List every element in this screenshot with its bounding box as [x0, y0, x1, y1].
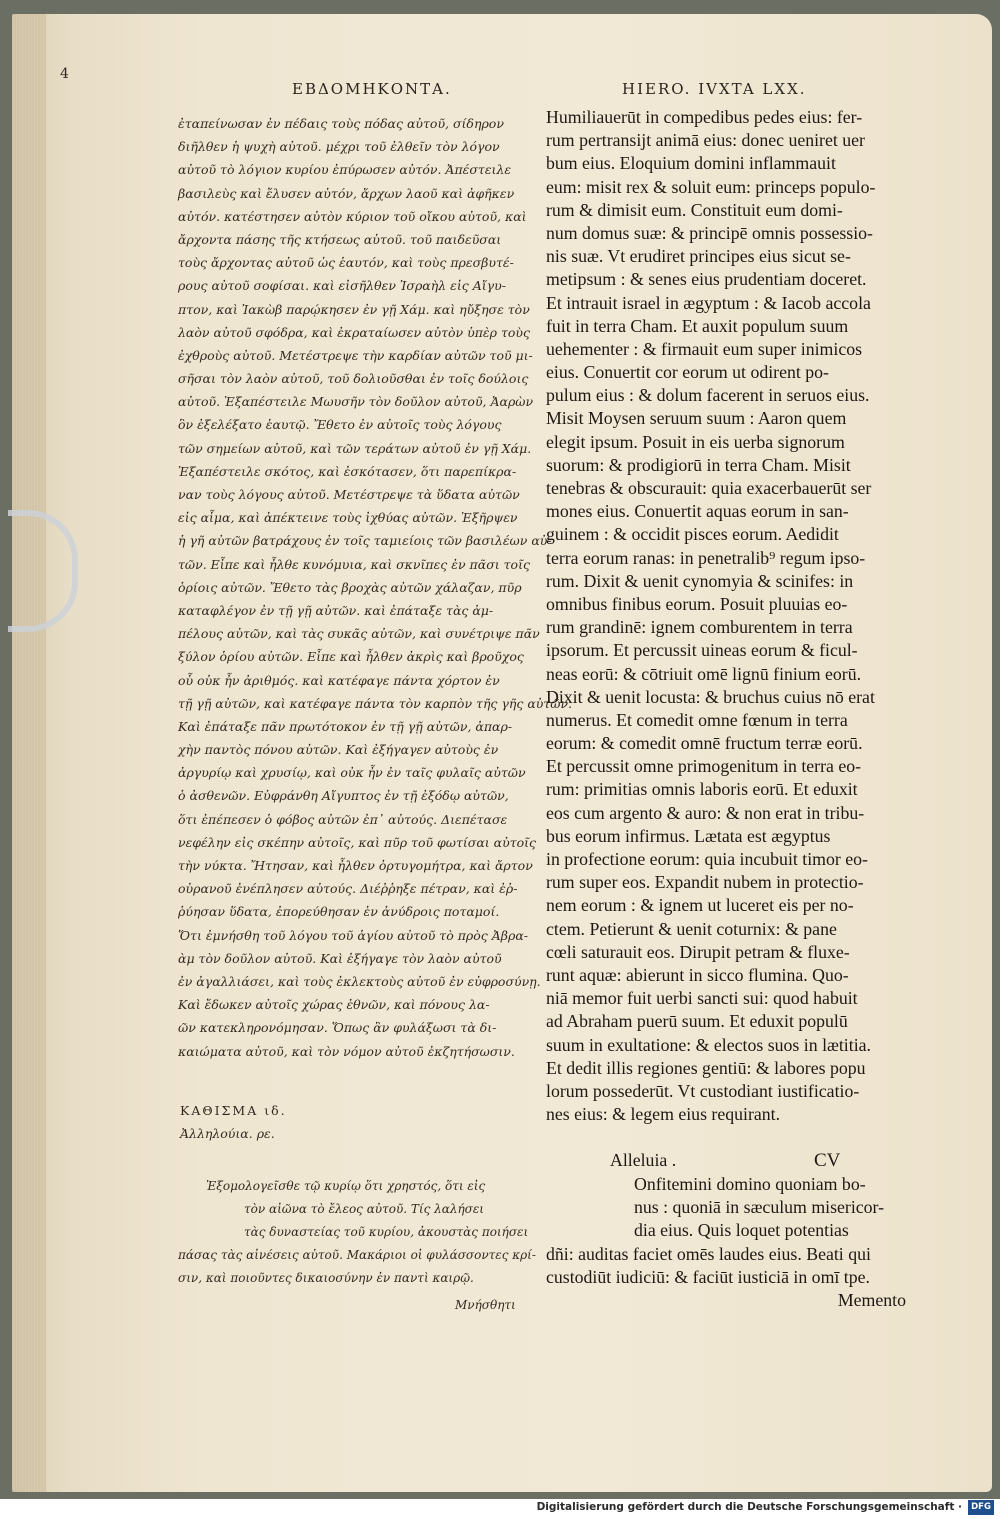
greek-text-line: οὐρανοῦ ἐνέπλησεν αὐτούς. Διέῤῥηξε πέτραν, καὶ ἐῤ-: [178, 881, 518, 897]
greek-text-line: σῆσαι τὸν λαὸν αὐτοῦ, τοῦ δολιοῦσθαι ἐν τοῖς δούλοις: [178, 371, 529, 387]
latin-text-line: suorum: & prodigiorū in terra Cham. Misit: [546, 454, 851, 475]
greek-text-line: τῇ γῇ αὐτῶν, καὶ κατέφαγε πάντα τὸν καρπὸν τῆς γῆς αὐτῶν.: [178, 695, 573, 711]
greek-text-line: ἐν ἀγαλλιάσει, καὶ τοὺς ἐκλεκτοὺς αὐτοῦ ἐν εὐφροσύνῃ.: [178, 973, 541, 989]
latin-text-line: rum: primitias omnis laboris eorū. Et eduxit: [546, 779, 858, 800]
latin-text-line: Misit Moysen seruum suum : Aaron quem: [546, 408, 847, 429]
latin-text-line: mones eius. Conuertit aquas eorum in san-: [546, 501, 849, 522]
greek-text-line: ὁ ἀσθενῶν. Εὐφράνθη Αἴγυπτος ἐν τῇ ἐξόδῳ αὐτῶν,: [178, 788, 509, 804]
greek-catchword: Μνήσθητι: [455, 1298, 516, 1312]
latin-psalm-line: Onfitemini domino quoniam bo-: [634, 1174, 866, 1194]
greek-text-line: τῶν. Εἶπε καὶ ἦλθε κυνόμυια, καὶ σκνῖπες ἐν πᾶσι τοῖς: [178, 556, 530, 572]
latin-text-line: eius. Conuertit cor eorum ut odirent po-: [546, 362, 829, 383]
latin-text-line: tenebras & obscurauit: quia exacerbauerūt ser: [546, 478, 872, 498]
latin-text-line: guinem : & occidit pisces eorum. Aedidit: [546, 524, 839, 545]
latin-text-line: nem eorum : & ignem ut luceret eis per no-: [546, 895, 854, 916]
greek-psalm-line: Ἐξομολογεῖσθε τῷ κυρίῳ ὅτι χρηστός, ὅτι εἰς: [206, 1179, 486, 1193]
greek-text-line: ναν τοὺς λόγους αὐτοῦ. Μετέστρεψε τὰ ὕδατα αὐτῶν: [178, 487, 520, 502]
folio-mark: 4: [60, 66, 69, 82]
page-gutter-edge: [12, 14, 46, 1492]
latin-text-line: bus eorum infirmus. Lætata est ægyptus: [546, 825, 831, 846]
latin-text-line: runt aquæ: abierunt in sicco flumina. Quo-: [546, 964, 849, 985]
latin-alleluia: Alleluia .: [610, 1150, 677, 1170]
latin-text-line: terra eorum ranas: in penetralib⁹ regum ipso-: [546, 547, 866, 568]
greek-psalm-line: τὸν αἰῶνα τὸ ἔλεος αὐτοῦ. Τίς λαλήσει: [244, 1202, 484, 1216]
greek-text-line: εἰς αἷμα, καὶ ἀπέκτεινε τοὺς ἰχθύας αὐτῶν. Ἐξῆρψεν: [178, 510, 518, 526]
greek-text-line: ὰμ τὸν δοῦλον αὐτοῦ. Καὶ ἐξήγαγε τὸν λαὸν αὐτοῦ: [178, 950, 502, 966]
latin-text-line: metipsum : & senes eius prudentiam doceret.: [546, 269, 867, 290]
greek-psalm-text: [178, 1175, 536, 1290]
latin-text-line: num domus suæ: & principē omnis possessio-: [546, 222, 873, 243]
greek-text-line: λαὸν αὐτοῦ σφόδρα, καὶ ἐκραταίωσεν αὐτὸν ὑπὲρ τοὺς: [178, 324, 530, 340]
greek-text-line: βασιλεὺς καὶ ἔλυσεν αὐτόν, ἄρχων λαοῦ καὶ ἀφῆκεν: [178, 185, 515, 201]
greek-text-line: χὴν παντὸς πόνου αὐτῶν. Καὶ ἐξήγαγεν αὐτοὺς ἐν: [178, 742, 499, 758]
greek-text-line: πτον, καὶ Ἰακὼβ παρῴκησεν ἐν γῇ Χάμ. καὶ ηὔξησε τὸν: [178, 301, 530, 317]
greek-text-line: διῆλθεν ἡ ψυχὴ αὐτοῦ. μέχρι τοῦ ἐλθεῖν τὸν λόγον: [178, 139, 500, 155]
greek-text-line: αὐτοῦ. Ἐξαπέστειλε Μωυσῆν τὸν δοῦλον αὐτοῦ, Ἀαρὼν: [178, 394, 534, 410]
latin-text-line: elegit ipsum. Posuit in eis uerba signorum: [546, 431, 845, 452]
greek-text-line: ὃν ἐξελέξατο ἑαυτῷ. Ἔθετο ἐν αὐτοῖς τοὺς λόγους: [178, 417, 502, 433]
funding-notice: Digitalisierung gefördert durch die Deutsche Forschungsgemeinschaft ·: [536, 1501, 962, 1513]
latin-text-line: Et dedit illis regiones gentiū: & labores popu: [546, 1057, 866, 1078]
greek-text-line: καταφλέγον ἐν τῇ γῇ αὐτῶν. καὶ ἐπάταξε τὰς ἀμ-: [178, 602, 494, 618]
latin-text-line: Et intrauit israel in ægyptum : & Iacob accola: [546, 292, 871, 313]
greek-text-line: ξύλον ὁρίου αὐτῶν. Εἶπε καὶ ἦλθεν ἀκρὶς καὶ βροῦχος: [178, 649, 524, 665]
dfg-logo: DFG: [968, 1500, 994, 1515]
latin-text-line: rum pertransijt animā eius: donec ueniret uer: [546, 130, 865, 151]
greek-text-line: Καὶ ἔδωκεν αὐτοῖς χώρας ἐθνῶν, καὶ πόνους λα-: [178, 997, 490, 1013]
latin-text-line: Et percussit omne primogenitum in terra eo-: [546, 756, 862, 777]
greek-alleluia-line: Ἀλληλούια. ρε.: [180, 1126, 275, 1141]
latin-text-line: pulum eius : & dolum facerent in seruos eius.: [546, 385, 870, 406]
greek-text-line: ῶν κατεκληρονόμησαν. Ὅπως ἂν φυλάξωσι τὰ δι-: [178, 1020, 497, 1036]
latin-text-line: cœli saturauit eos. Dirupit petram & fluxe-: [546, 941, 850, 962]
greek-text-line: πέλους αὐτῶν, καὶ τὰς συκᾶς αὐτῶν, καὶ συνέτριψε πᾶν: [178, 626, 540, 642]
greek-text-line: τοὺς ἄρχοντας αὐτοῦ ὡς ἑαυτόν, καὶ τοὺς πρεσβυτέ-: [178, 255, 514, 271]
latin-text-line: eos cum argento & auro: & non erat in tribu-: [546, 802, 865, 823]
greek-text-column: [178, 112, 573, 1063]
greek-text-line: νεφέλην εἰς σκέπην αὐτοῖς, καὶ πῦρ τοῦ φωτίσαι αὐτοῖς: [178, 834, 537, 850]
latin-text-line: ipsorum. Et percussit uineas eorum & ficul-: [546, 640, 858, 661]
latin-text-line: rum & dimisit eum. Constituit eum domi-: [546, 199, 843, 220]
latin-text-line: ctem. Petierunt & uenit coturnix: & pane: [546, 918, 837, 939]
greek-text-line: καιώματα αὐτοῦ, καὶ τὸν νόμον αὐτοῦ ἐκζητήσωσιν.: [178, 1043, 515, 1059]
latin-psalm-line: Memento: [837, 1289, 906, 1310]
greek-text-line: ρους αὐτοῦ σοφίσαι. καὶ εἰσῆλθεν Ἰσραὴλ εἰς Αἴγυ-: [178, 278, 506, 294]
greek-text-line: ὁρίοις αὐτῶν. Ἔθετο τὰς βροχὰς αὐτῶν χάλαζαν, πῦρ: [178, 579, 522, 595]
greek-psalm-line: σιν, καὶ ποιοῦντες δικαιοσύνην ἐν παντὶ καιρῷ.: [178, 1271, 474, 1285]
greek-text-line: αὐτόν. κατέστησεν αὐτὸν κύριον τοῦ οἴκου αὐτοῦ, καὶ: [178, 208, 527, 224]
latin-text-line: neas eorū: & cōtriuit omē lignū finium eorū.: [546, 663, 862, 684]
greek-text-line: τῶν σημείων αὐτοῦ, καὶ τῶν τεράτων αὐτοῦ ἐν γῇ Χάμ.: [178, 440, 532, 456]
latin-text-line: fuit in terra Cham. Et auxit populum suum: [546, 315, 849, 336]
latin-psalm-line: custodiūt iudiciū: & faciūt iusticiā in omī tpe.: [546, 1266, 870, 1287]
latin-text-line: eum: misit rex & soluit eum: princeps populo-: [546, 176, 876, 197]
latin-text-line: uehementer : & firmauit eum super inimicos: [546, 338, 863, 359]
greek-text-line: ἐταπείνωσαν ἐν πέδαις τοὺς πόδας αὐτοῦ, σίδηρον: [178, 116, 504, 131]
latin-text-line: nis suæ. Vt erudiret principes eius sicut se-: [546, 246, 851, 267]
greek-text-line: τὴν νύκτα. Ἤτησαν, καὶ ἦλθεν ὀρτυγομήτρα, καὶ ἄρτον: [178, 858, 533, 873]
latin-text-line: rum grandinē: ignem comburentem in terra: [546, 617, 853, 638]
running-header-latin: HIERO. IVXTA LXX.: [622, 80, 807, 98]
greek-psalm-line: τὰς δυναστείας τοῦ κυρίου, ἀκουστὰς ποιήσει: [244, 1225, 529, 1239]
greek-text-line: ἡ γῆ αὐτῶν βατράχους ἐν τοῖς ταμιείοις τῶν βασιλέων αὐ-: [178, 533, 552, 549]
latin-text-line: omnibus finibus eorum. Posuit pluuias eo-: [546, 593, 848, 614]
latin-psalm-line: dñi: auditas faciet omēs laudes eius. Beati qui: [546, 1243, 871, 1264]
latin-text-line: suum in exultatione: & electos suos in lætitia.: [546, 1034, 871, 1055]
latin-text-line: nes eius: & legem eius requirant.: [546, 1104, 781, 1125]
latin-text-line: bum eius. Eloquium domini inflammauit: [546, 153, 836, 174]
latin-text-line: niā memor fuit uerbi sancti sui: quod habuit: [546, 988, 858, 1009]
latin-text-line: rum. Dixit & uenit cynomyia & scinifes: in: [546, 570, 854, 591]
greek-text-line: ἐχθροὺς αὐτοῦ. Μετέστρεψε τὴν καρδίαν αὐτῶν τοῦ μι-: [178, 347, 533, 363]
latin-text-line: lorum possederūt. Vt custodiant iustificatio-: [546, 1080, 860, 1101]
latin-text-line: ad Abraham puerū suum. Et eduxit populū: [546, 1011, 848, 1032]
psalm-number: CV: [814, 1150, 841, 1171]
kathisma-heading: ΚΑΘΙΣΜΑ ιδ.: [180, 1103, 287, 1118]
greek-text-line: Ἐξαπέστειλε σκότος, καὶ ἐσκότασεν, ὅτι παρεπίκρα-: [178, 463, 517, 479]
latin-text-column: [546, 106, 914, 1126]
greek-psalm-line: πάσας τὰς αἰνέσεις αὐτοῦ. Μακάριοι οἱ φυλάσσοντες κρί-: [178, 1248, 536, 1262]
footer-bar: [0, 1499, 1000, 1519]
latin-psalm-line: nus : quoniā in sæculum misericor-: [634, 1197, 885, 1218]
greek-text-line: Καὶ ἐπάταξε πᾶν πρωτότοκον ἐν τῇ γῇ αὐτῶν, ἀπαρ-: [178, 718, 513, 734]
greek-text-line: Ὅτι ἐμνήσθη τοῦ λόγου τοῦ ἁγίου αὐτοῦ τὸ πρὸς Ἀβρα-: [178, 927, 529, 943]
latin-text-line: in profectione eorum: quia incubuit timor eo-: [546, 849, 868, 869]
latin-text-line: eorum: & comedit omnē fructum terræ eorū.: [546, 733, 863, 754]
running-header-greek: ΕΒΔΟΜΗΚΟΝΤΑ.: [292, 80, 452, 98]
latin-text-line: Dixit & uenit locusta: & bruchus cuius nō erat: [546, 686, 875, 707]
latin-text-line: rum super eos. Expandit nubem in protectio-: [546, 872, 864, 893]
greek-text-line: ἀργυρίῳ καὶ χρυσίῳ, καὶ οὐκ ἦν ἐν ταῖς φυλαῖς αὐτῶν: [178, 765, 526, 781]
greek-text-line: αὐτοῦ τὸ λόγιον κυρίου ἐπύρωσεν αὐτόν. Ἀπέστειλε: [178, 162, 512, 178]
latin-psalm-text: [546, 1173, 914, 1312]
latin-psalm-line: dia eius. Quis loquet potentias: [634, 1220, 849, 1241]
greek-text-line: ἄρχοντα πάσης τῆς κτήσεως αὐτοῦ. τοῦ παιδεῦσαι: [178, 231, 502, 247]
latin-text-line: numerus. Et comedit omne fœnum in terra: [546, 709, 848, 730]
greek-text-line: ῥύησαν ὕδατα, ἐπορεύθησαν ἐν ἀνύδροις ποταμοί.: [178, 904, 500, 920]
greek-text-line: ὅτι ἐπέπεσεν ὁ φόβος αὐτῶν ἐπ᾽ αὐτούς. Διεπέτασε: [178, 811, 508, 827]
greek-text-line: οὗ οὐκ ἦν ἀριθμός. καὶ κατέφαγε πάντα χόρτον ἐν: [178, 672, 500, 688]
latin-text-line: Humiliauerūt in compedibus pedes eius: fer-: [546, 107, 863, 127]
